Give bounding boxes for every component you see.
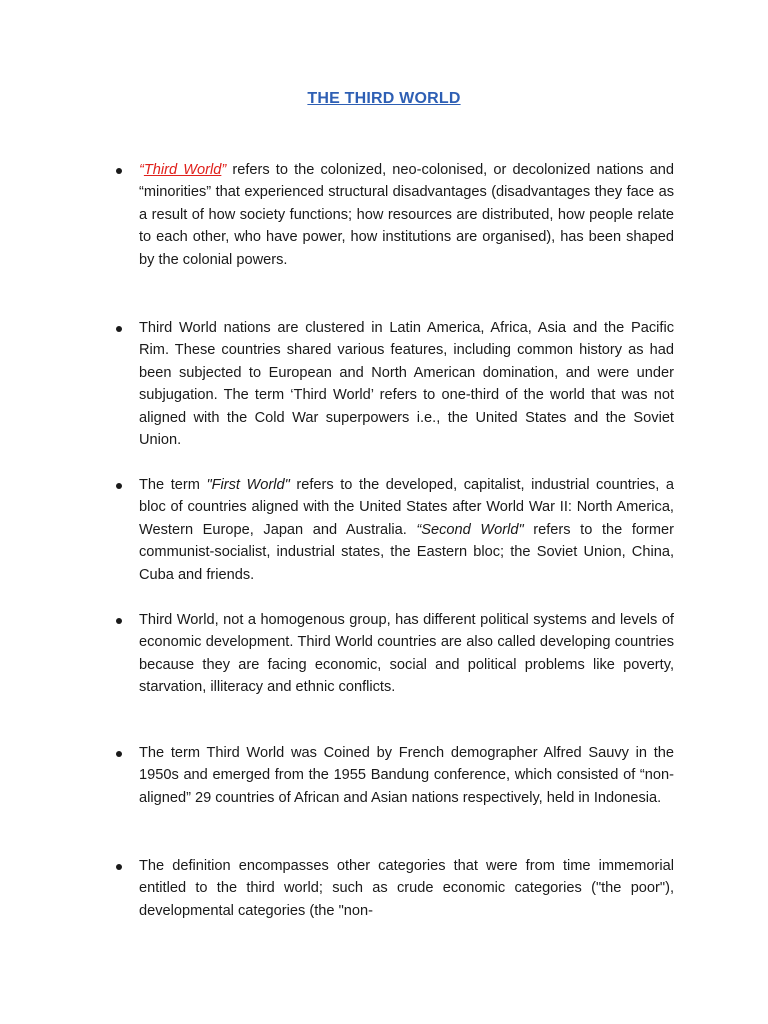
third-world-term: “Third World” xyxy=(139,162,227,178)
list-item xyxy=(116,474,676,586)
list-item xyxy=(116,159,676,271)
bullet-dot-icon xyxy=(116,864,122,870)
second-world-term: “Second World" xyxy=(416,521,524,538)
first-world-term: "First World" xyxy=(206,477,290,493)
bullet-text: Third World nations are clustered in Latin America, Africa, Asia and the Pacific Rim. These countries shared various features, including common history as had been subjected to European and North American domination, and were under subjugation. The term ‘Third World’ refers to one-third of the world that was not aligned with the Cold War superpowers i.e., the United States and the Soviet Union. xyxy=(139,320,674,449)
bullet-text: “Third World” refers to the colonized, neo-colonised, or decolonized nations and “minorities” that experienced structural disadvantages (disadvantages they face as a result of how society functions; how resources are distributed, how people relate to each other, who have power, how institutions are organised), has been shaped by the colonial powers. xyxy=(139,162,674,268)
bullet-dot-icon xyxy=(116,326,122,332)
list-item xyxy=(116,317,676,451)
bullet-text: The term Third World was Coined by French demographer Alfred Sauvy in the 1950s and emerged from the 1955 Bandung conference, which consisted of “non-aligned” 29 countries of African and Asian nations respectively, held in Indonesia. xyxy=(139,745,674,806)
list-item xyxy=(116,855,676,922)
list-item xyxy=(116,609,676,699)
bullet-dot-icon xyxy=(116,618,122,624)
bullet-dot-icon xyxy=(116,483,122,489)
bullet-text: The definition encompasses other categories that were from time immemorial entitled to the third world; such as crude economic categories ("the poor"), developmental categories (the "non- xyxy=(139,858,674,919)
bullet-dot-icon xyxy=(116,751,122,757)
page-title: THE THIRD WORLD xyxy=(307,90,461,107)
bullet-text: The term "First World" refers to the developed, capitalist, industrial countries, a bloc of countries aligned with the United States after World War II: North America, Western Europe, Japan and Australia. “Second World" refers to the former communist-socialist, industrial states, the Eastern bloc; the Soviet Union, China, Cuba and friends. xyxy=(139,477,674,583)
list-item xyxy=(116,742,676,809)
bullet-dot-icon xyxy=(116,168,122,174)
bullet-text: Third World, not a homogenous group, has different political systems and levels of economic development. Third World countries are also called developing countries because they are facing economic, social and political problems like poverty, starvation, illiteracy and ethnic conflicts. xyxy=(139,612,674,696)
